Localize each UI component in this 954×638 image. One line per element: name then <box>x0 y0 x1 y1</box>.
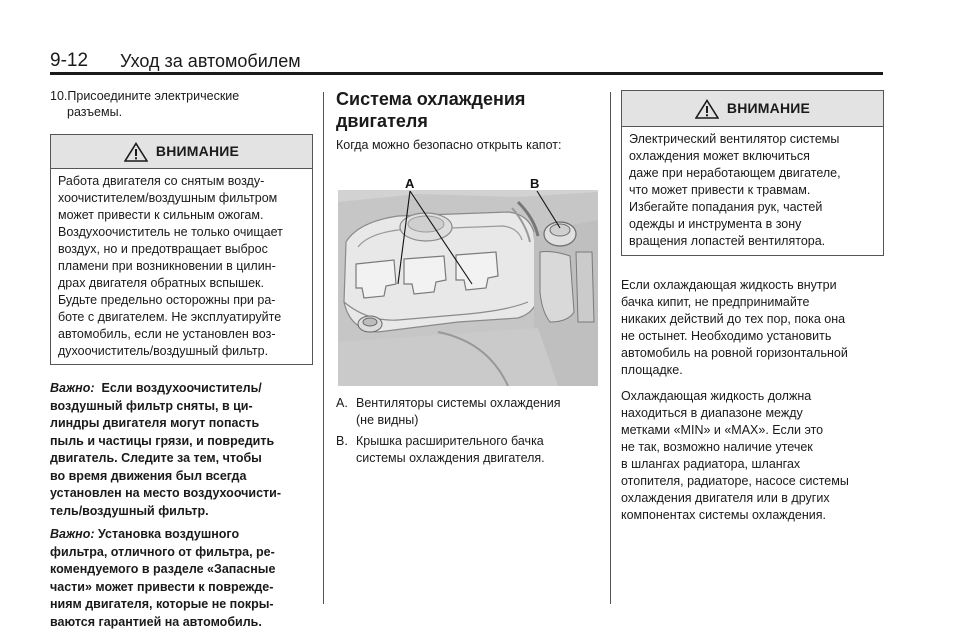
warning-label: ВНИМАНИЕ <box>155 143 240 159</box>
middle-column <box>336 88 598 154</box>
paragraph-line: автомобиль на ровной горизонтальной <box>621 346 848 360</box>
legend-letter: B. <box>336 434 348 448</box>
warning-line: Воздухоочиститель не только очищает <box>58 225 283 239</box>
note-line: комендуемого в разделе «Запасные <box>50 562 276 576</box>
paragraph-boiling <box>621 277 884 379</box>
paragraph-line: никаких действий до тех пор, пока она <box>621 312 846 326</box>
note-line: двигатель. Следите за тем, чтобы <box>50 451 262 465</box>
warning-label: ВНИМАНИЕ <box>726 100 811 116</box>
paragraph-line: в шлангах радиатора, шлангах <box>621 457 801 471</box>
warning-text <box>622 127 883 255</box>
warning-line: даже при неработающем двигателе, <box>629 166 841 180</box>
warning-line: духоочиститель/воздушный фильтр. <box>58 344 269 358</box>
warning-line: автомобиль, если не установлен воз- <box>58 327 276 341</box>
legend-line: Вентиляторы системы охлаждения <box>356 396 561 410</box>
step-text: разъемы. <box>67 105 123 119</box>
warning-header <box>622 91 883 127</box>
warning-line: Избегайте попадания рук, частей <box>629 200 823 214</box>
warning-box <box>621 90 884 256</box>
note-line: фильтра, отличного от фильтра, ре- <box>50 544 275 559</box>
paragraph-line: находиться в диапазоне между <box>621 406 803 420</box>
note-line: линдры двигателя могут попасть <box>50 416 260 430</box>
header-rule <box>50 72 883 75</box>
warning-line: вращения лопастей вентилятора. <box>629 234 826 248</box>
warning-box <box>50 134 313 365</box>
note-line: пыль и частицы грязи, и повредить <box>50 433 275 448</box>
column-divider <box>610 92 611 604</box>
legend-line: (не видны) <box>356 413 419 427</box>
callout-b: B <box>530 176 540 191</box>
figure-legend <box>336 395 598 471</box>
note-line: установлен на место воздухоочисти- <box>50 486 282 500</box>
page-title: Уход за автомобилем <box>120 51 301 71</box>
warning-line: Будьте предельно осторожны при ра- <box>58 293 276 307</box>
legend-line: Крышка расширительного бачка <box>356 434 544 448</box>
warning-line: боте с двигателем. Не эксплуатируйте <box>58 310 282 324</box>
warning-triangle-icon <box>695 99 719 119</box>
section-title-line: Система охлаждения <box>336 89 526 109</box>
note-line: тель/воздушный фильтр. <box>50 503 209 518</box>
note-line: ниям двигателя, которые не покры- <box>50 597 274 611</box>
section-title <box>336 88 598 132</box>
paragraph-line: Охлаждающая жидкость должна <box>621 389 812 403</box>
callout-a: A <box>405 176 415 191</box>
warning-triangle-icon <box>124 142 148 162</box>
note-line: воздушный фильтр сняты, в ци- <box>50 398 253 413</box>
paragraph-line: метками «MIN» и «MAX». Если это <box>621 423 824 437</box>
note-line: во время движения был всегда <box>50 468 247 483</box>
paragraph-line: не остынет. Необходимо установить <box>621 329 832 343</box>
left-column <box>50 88 315 631</box>
paragraph-line: бачка кипит, не предпринимайте <box>621 295 810 309</box>
warning-line: пламени при возникновении в цилин- <box>58 259 276 273</box>
note-line: Установка воздушного <box>98 527 240 541</box>
paragraph-line: площадке. <box>621 363 683 377</box>
warning-line: что может привести к травмам. <box>629 183 811 197</box>
paragraph-level <box>621 388 884 524</box>
engine-figure <box>338 172 598 386</box>
page-number: 9-12 <box>50 50 89 71</box>
warning-line: хоочистителем/воздушным фильтром <box>58 191 278 205</box>
warning-text <box>51 169 312 364</box>
warning-header <box>51 135 312 169</box>
engine-illustration <box>338 172 598 386</box>
column-divider <box>323 92 324 604</box>
step-10 <box>50 88 315 120</box>
warning-line: воздух, но и предотвращает выброс <box>58 242 268 256</box>
step-text: Присоедините электрические <box>67 89 240 103</box>
note-line: части» может привести к поврежде- <box>50 579 274 594</box>
warning-line: одежды и инструмента в зону <box>629 217 802 231</box>
note-prefix: Важно: <box>50 527 95 541</box>
warning-line: охлаждения может включиться <box>629 149 810 163</box>
note-line: Если воздухоочиститель/ <box>101 381 262 395</box>
legend-item-a <box>336 395 598 429</box>
paragraph-line: охлаждения двигателя или в других <box>621 491 830 505</box>
right-column <box>621 90 884 524</box>
paragraph-line: Если охлаждающая жидкость внутри <box>621 278 837 292</box>
step-number: 10. <box>50 89 68 103</box>
section-title-line: двигателя <box>336 111 428 131</box>
intro-text: Когда можно безопасно открыть капот: <box>336 138 562 152</box>
legend-item-b <box>336 433 598 467</box>
warning-line: Электрический вентилятор системы <box>629 132 840 146</box>
legend-line: системы охлаждения двигателя. <box>356 451 545 465</box>
paragraph-line: компонентах системы охлаждения. <box>621 508 827 522</box>
note-2 <box>50 526 315 631</box>
paragraph-line: отопителя, радиаторе, насосе системы <box>621 474 849 488</box>
warning-line: драх двигателя обратных вспышек. <box>58 276 264 290</box>
warning-line: Работа двигателя со снятым возду- <box>58 174 265 188</box>
note-line: ваются гарантией на автомобиль. <box>50 614 262 629</box>
note-1 <box>50 380 315 520</box>
note-prefix: Важно: <box>50 381 95 395</box>
warning-line: может привести к сильным ожогам. <box>58 208 264 222</box>
paragraph-line: не так, возможно наличие утечек <box>621 440 813 454</box>
legend-letter: A. <box>336 396 348 410</box>
